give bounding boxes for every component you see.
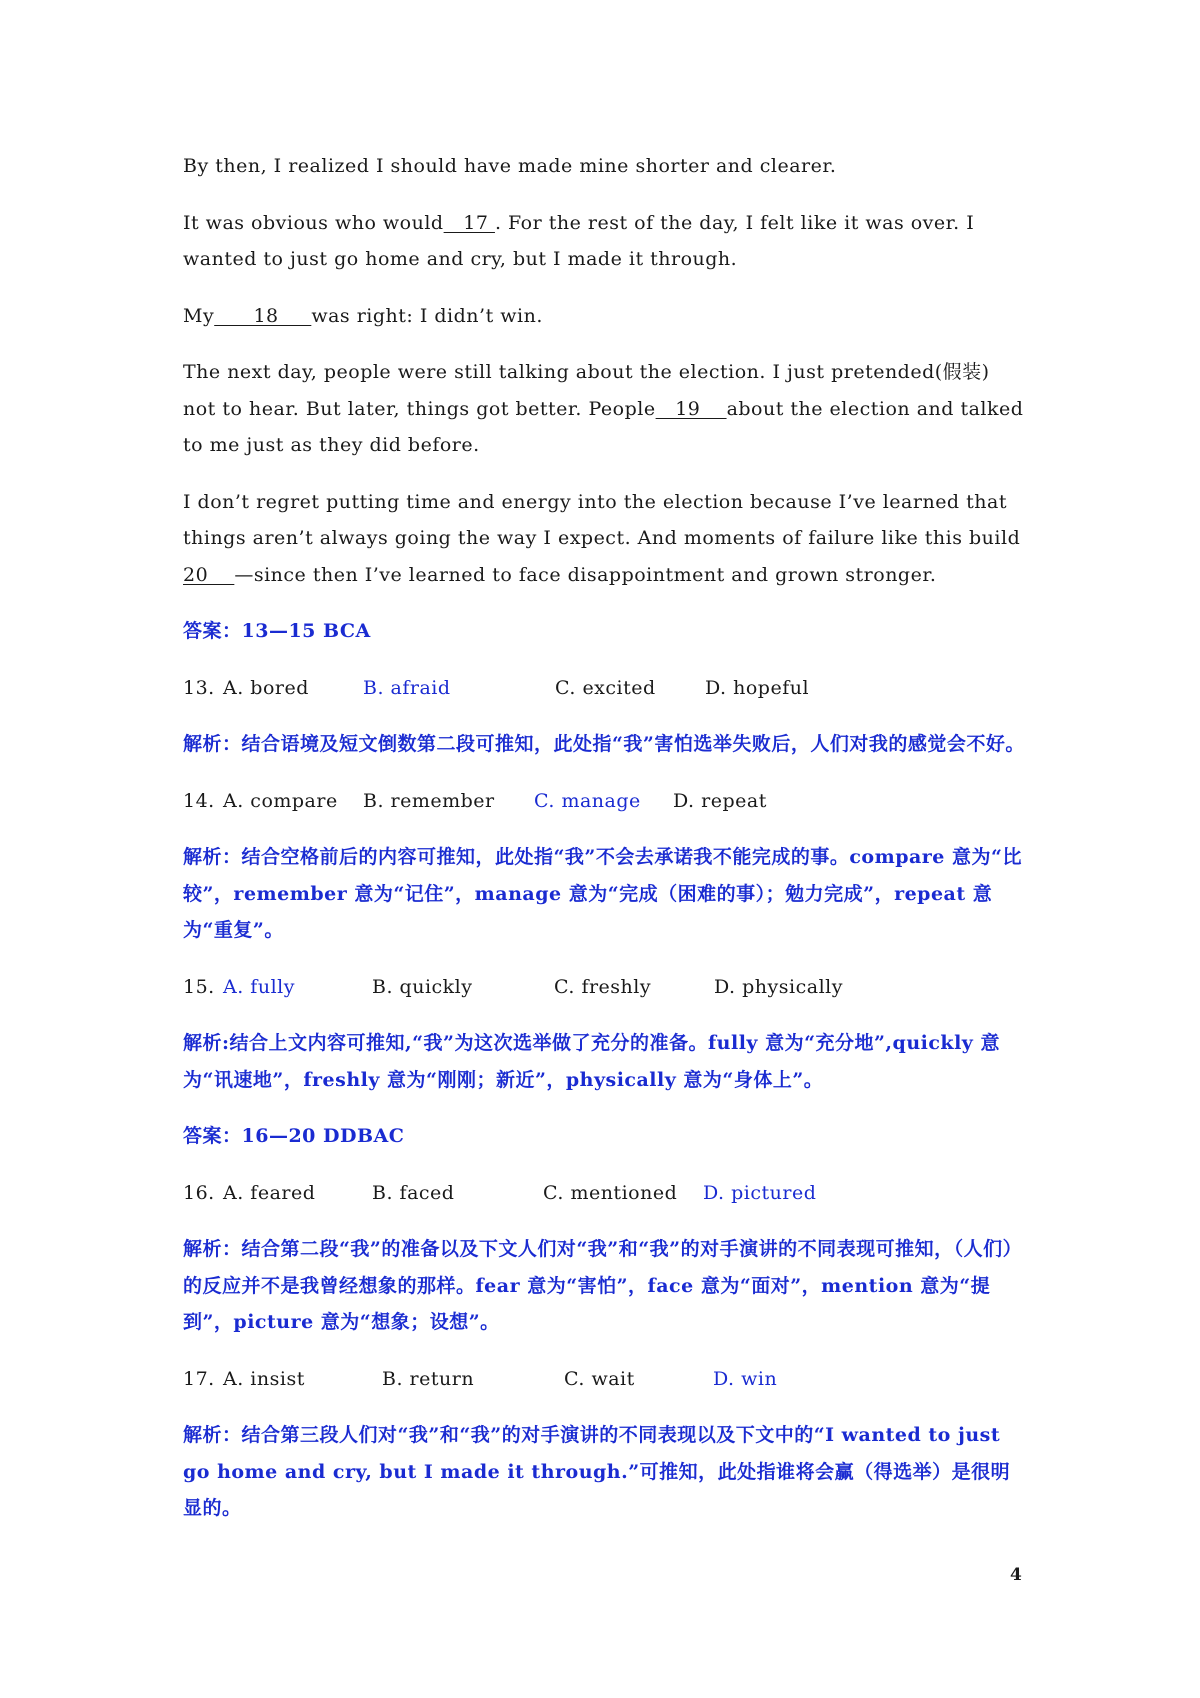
explanation-13: 解析：结合语境及短文倒数第二段可推知，此处指“我”害怕选举失败后，人们对我的感觉会不好。 [183, 733, 1025, 755]
option-a: A. bored [223, 676, 309, 699]
passage-text: It was obvious who would [183, 211, 444, 234]
option-c-correct: C. manage [534, 789, 641, 812]
option-d: D. hopeful [705, 676, 810, 699]
option-b: B. faced [372, 1181, 455, 1204]
passage-text: —since then I’ve learned to face disappointment and grown stronger. [234, 563, 937, 586]
explanation-16: 解析：结合第二段“我”的准备以及下文人们对“我”和“我”的对手演讲的不同表现可推知，（人们）的反应并不是我曾经想象的那样。fear 意为“害怕”，face 意为“面对”，mention 意为“提到”，picture 意为“想象；设想”。 [183, 1238, 1023, 1333]
option-a: A. feared [223, 1181, 316, 1204]
page-number: 4 [1010, 1565, 1022, 1585]
passage-paragraph-5 [183, 484, 1028, 594]
option-c: C. freshly [554, 975, 652, 998]
passage-paragraph-4 [183, 354, 1028, 464]
blank-17: 17 [443, 211, 495, 234]
passage-text: I don’t regret putting time and energy into the election because I’ve learned that things aren’t always going the way I expect. And moments of failure like this build [183, 490, 1021, 549]
question-13 [183, 670, 1028, 707]
blank-20: 20 [183, 563, 235, 586]
option-a: A. insist [223, 1367, 305, 1390]
passage-paragraph-2 [183, 205, 1028, 278]
option-a-correct: A. fully [223, 975, 295, 998]
answer-heading-16-20: 答案：16—20 DDBAC [183, 1125, 405, 1147]
passage-text: By then, I realized I should have made mine shorter and clearer. [183, 155, 837, 177]
option-d-correct: D. pictured [703, 1181, 817, 1204]
blank-19: 19 [655, 397, 727, 420]
question-17 [183, 1361, 1028, 1398]
passage-text: about the election and talked to me just as they did before. [183, 397, 1024, 456]
option-b-correct: B. afraid [363, 676, 451, 699]
question-16 [183, 1175, 1028, 1212]
question-15 [183, 969, 1028, 1006]
option-d: D. physically [714, 975, 843, 998]
option-d-correct: D. win [713, 1367, 778, 1390]
question-14 [183, 783, 1028, 820]
option-c: C. excited [555, 676, 656, 699]
passage-paragraph-3 [183, 298, 1028, 335]
option-c: C. wait [564, 1367, 635, 1390]
option-b: B. remember [363, 789, 495, 812]
option-b: B. quickly [372, 975, 473, 998]
option-d: D. repeat [673, 789, 767, 812]
blank-18: 18 [214, 304, 312, 327]
explanation-15: 解析:结合上文内容可推知,“我”为这次选举做了充分的准备。fully 意为“充分地”,quickly 意为“讯速地”，freshly 意为“刚刚；新近”，physically 意为“身体上”。 [183, 1032, 1000, 1091]
answer-heading-13-15: 答案：13—15 BCA [183, 620, 371, 642]
passage-text: The next day, people were still talking about the election. I just pretended(假装) not to hear. But later, things got better. People [183, 361, 990, 420]
passage-text: My [183, 304, 215, 327]
question-number: 16. [183, 1181, 215, 1204]
passage-paragraph-1 [183, 148, 1028, 185]
explanation-14: 解析：结合空格前后的内容可推知，此处指“我”不会去承诺我不能完成的事。compare 意为“比较”，remember 意为“记住”，manage 意为“完成（困难的事）；勉力完成”，repeat 意为“重复”。 [183, 846, 1022, 941]
option-a: A. compare [223, 789, 338, 812]
question-number: 13. [183, 676, 215, 699]
document-page [183, 148, 1028, 1547]
question-number: 14. [183, 789, 215, 812]
option-c: C. mentioned [543, 1181, 678, 1204]
passage-text: . For the rest of the day, I felt like it was over. I wanted to just go home and cry, but I made it through. [183, 211, 975, 270]
question-number: 15. [183, 975, 215, 998]
explanation-17: 解析：结合第三段人们对“我”和“我”的对手演讲的不同表现以及下文中的“I wanted to just go home and cry, but I made it through.”可推知，此处指谁将会赢（得选举）是很明显的。 [183, 1424, 1011, 1519]
question-number: 17. [183, 1367, 215, 1390]
passage-text: was right: I didn’t win. [311, 304, 543, 327]
option-b: B. return [382, 1367, 475, 1390]
